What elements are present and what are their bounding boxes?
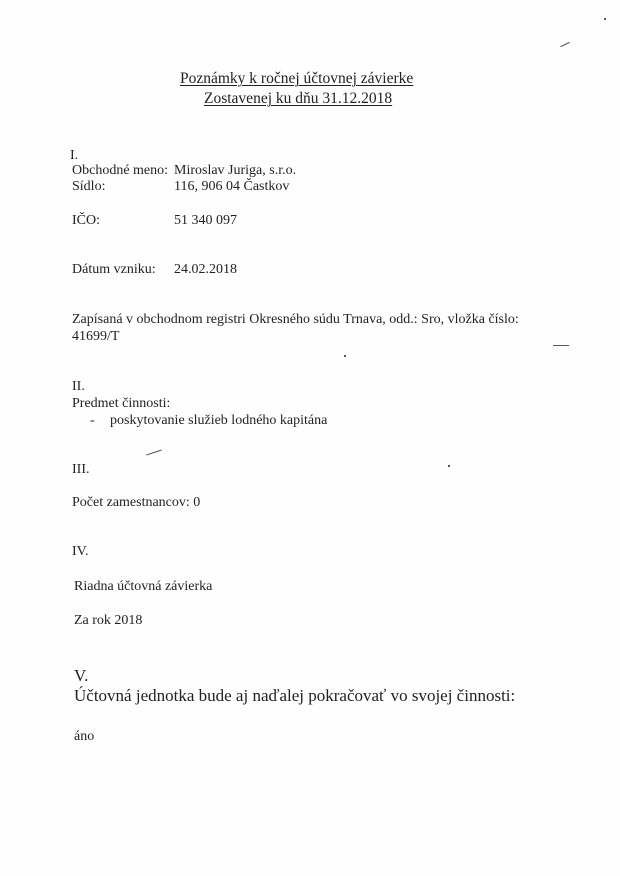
section-2-number: II. [72, 379, 85, 394]
continuation-question: Účtovná jednotka bude aj naďalej pokračovať vo svojej činnosti: [74, 686, 516, 705]
registry-line-2: 41699/T [72, 329, 120, 344]
registry-line-1: Zapísaná v obchodnom registri Okresného súdu Trnava, odd.: Sro, vložka číslo: [72, 312, 519, 327]
scan-mark [553, 345, 569, 346]
company-name-label: Obchodné meno: [72, 163, 169, 178]
activity-label: Predmet činnosti: [72, 396, 171, 411]
scan-mark [146, 450, 162, 456]
seat-value: 116, 906 04 Častkov [174, 179, 290, 194]
founded-label: Dátum vzniku: [72, 262, 156, 277]
activity-dash: - [90, 413, 95, 428]
activity-item: poskytovanie služieb lodného kapitána [110, 413, 328, 428]
document-title: Poznámky k ročnej účtovnej závierke [180, 70, 414, 87]
scan-mark [560, 42, 569, 47]
scan-mark [344, 355, 346, 357]
statement-type: Riadna účtovná závierka [74, 579, 213, 594]
ico-value: 51 340 097 [174, 213, 237, 228]
section-4-number: IV. [72, 544, 89, 559]
statement-year: Za rok 2018 [74, 613, 143, 628]
ico-label: IČO: [72, 213, 100, 228]
continuation-answer: áno [74, 729, 95, 744]
section-3-number: III. [72, 462, 90, 477]
employees-count: Počet zamestnancov: 0 [72, 495, 201, 510]
section-5-number: V. [74, 666, 89, 685]
document-subtitle: Zostavenej ku dňu 31.12.2018 [204, 90, 393, 107]
scan-mark [448, 465, 450, 467]
founded-value: 24.02.2018 [174, 262, 237, 277]
seat-label: Sídlo: [72, 179, 106, 194]
section-1-number: I. [70, 148, 79, 163]
scan-mark [604, 18, 606, 20]
company-name-value: Miroslav Juriga, s.r.o. [174, 163, 297, 178]
